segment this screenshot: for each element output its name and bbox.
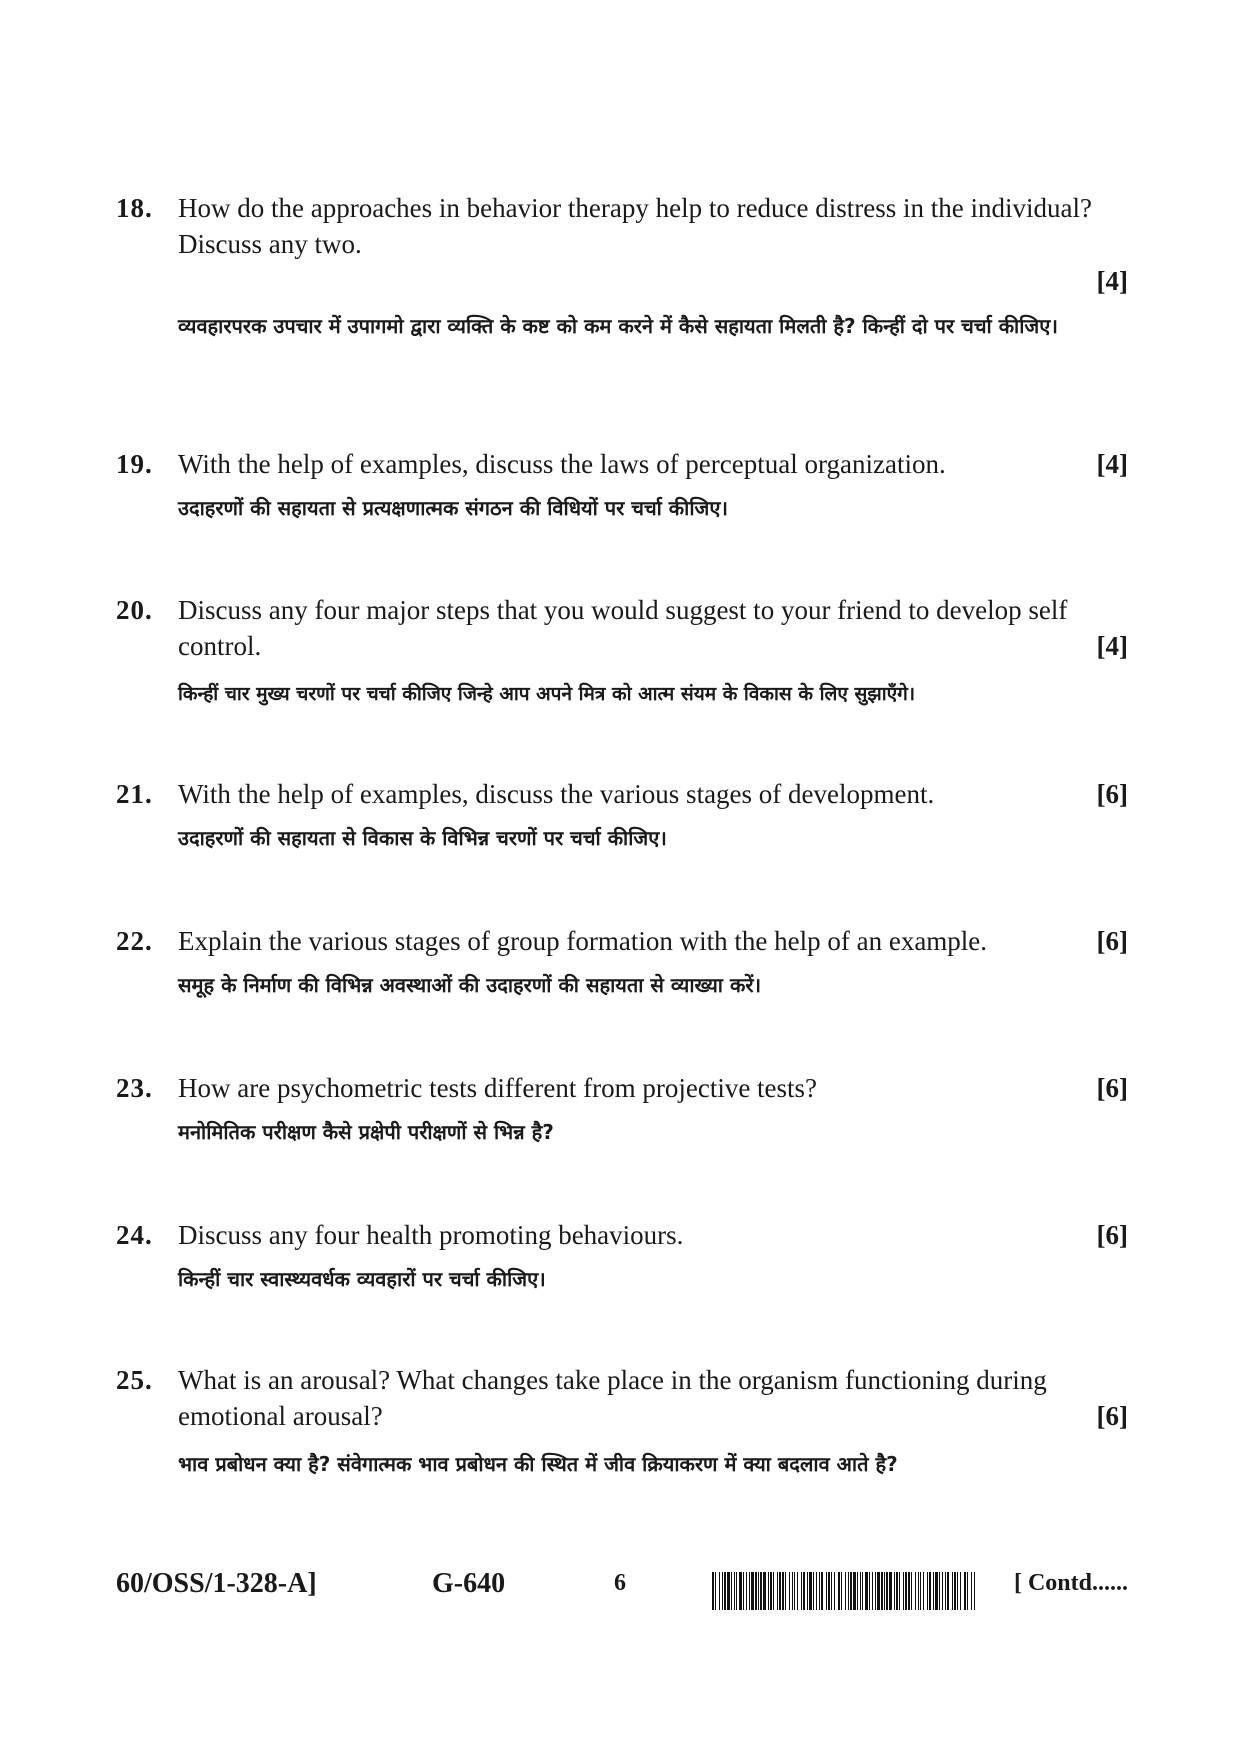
question-text-hindi: किन्हीं चार मुख्य चरणों पर चर्चा कीजिए जिन्हे आप अपने मित्र को आत्म संयम के विकास के लिए सुझाएँगे।	[178, 683, 916, 705]
barcode-bar	[821, 1572, 823, 1610]
barcode-bar	[770, 1572, 772, 1610]
barcode-bar	[731, 1572, 732, 1610]
barcode-bar	[971, 1572, 972, 1610]
barcode-bar	[935, 1572, 938, 1610]
barcode-bar	[826, 1572, 827, 1610]
barcode-bar	[789, 1572, 790, 1610]
barcode-bar	[884, 1572, 885, 1610]
paper-code: 60/OSS/1-328-A]	[116, 1568, 317, 1599]
barcode-bar	[923, 1572, 924, 1610]
barcode-bar	[862, 1572, 863, 1610]
question-text-english: Explain the various stages of group formation with the help of an example.	[178, 926, 988, 956]
barcode-bar	[758, 1572, 759, 1610]
barcode-bar	[881, 1572, 883, 1610]
barcode-bar	[841, 1572, 842, 1610]
barcode-bar	[777, 1572, 778, 1610]
barcode-bar	[853, 1572, 856, 1610]
question-number: 20.	[116, 595, 153, 625]
question-number: 22.	[116, 926, 153, 956]
barcode-bar	[727, 1572, 730, 1610]
barcode-bar	[831, 1572, 832, 1610]
barcode-bar	[801, 1572, 802, 1610]
question-text-hindi: भाव प्रबोधन क्या है? संवेगात्मक भाव प्रबोधन की स्थित में जीव क्रियाकरण में क्या बदलाव आते है?	[178, 1452, 898, 1476]
barcode-bar	[889, 1572, 892, 1610]
question-number: 19.	[116, 449, 153, 479]
barcode-bar	[918, 1572, 919, 1610]
barcode-bar	[724, 1572, 726, 1610]
page-footer	[116, 1568, 1128, 1618]
barcode-bar	[957, 1572, 958, 1610]
question-text-english: How are psychometric tests different from projective tests?	[178, 1073, 818, 1103]
question-text-english: Discuss any four health promoting behaviours.	[178, 1220, 684, 1250]
barcode-bar	[915, 1572, 916, 1610]
barcode-bar	[746, 1572, 747, 1610]
question-text-english: Discuss any four major steps that you would suggest to your friend to develop self control.	[178, 595, 1068, 661]
barcode-bar	[903, 1572, 904, 1610]
barcode-bar	[905, 1572, 907, 1610]
question-text-hindi: किन्हीं चार स्वास्थ्यवर्धक व्यवहारों पर चर्चा कीजिए।	[178, 1267, 546, 1291]
barcode-bar	[960, 1572, 961, 1610]
barcode-bar	[838, 1572, 840, 1610]
question-number: 18.	[116, 193, 153, 223]
barcode-bar	[872, 1572, 873, 1610]
barcode-bar	[939, 1572, 940, 1610]
continued-label: [ Contd......	[1013, 1570, 1128, 1596]
marks-badge: [6]	[1096, 1220, 1128, 1250]
barcode-bar	[869, 1572, 870, 1610]
barcode-bar	[755, 1572, 757, 1610]
barcode-bar	[954, 1572, 956, 1610]
question-text-english: What is an arousal? What changes take place in the organism functioning during emotional arousal?	[178, 1365, 1047, 1431]
barcode-bar	[797, 1572, 798, 1610]
marks-badge: [6]	[1096, 1073, 1128, 1103]
question-text-hindi: समूह के निर्माण की विभिन्न अवस्थाओं की उदाहरणों की सहायता से व्याख्या करें।	[178, 973, 762, 997]
barcode-bar	[886, 1572, 888, 1610]
barcode-bar	[779, 1572, 781, 1610]
marks-badge: [4]	[1096, 266, 1128, 296]
barcode-bar	[782, 1572, 784, 1610]
barcode-bar	[974, 1572, 975, 1610]
barcode-bar	[967, 1572, 968, 1610]
question-text-hindi: उदाहरणों की सहायता से प्रत्यक्षणात्मक संगठन की विधियों पर चर्चा कीजिए।	[178, 496, 729, 520]
barcode-bar	[749, 1572, 750, 1610]
barcode-bar	[908, 1572, 910, 1610]
barcode-bar	[964, 1572, 966, 1610]
barcode-bar	[722, 1572, 723, 1610]
barcode-bar	[803, 1572, 805, 1610]
barcode-bar	[763, 1572, 766, 1610]
barcode-bar	[807, 1572, 808, 1610]
barcode-bar	[877, 1572, 880, 1610]
barcode-bar	[816, 1572, 817, 1610]
barcode-bar	[813, 1572, 814, 1610]
barcode-bar	[850, 1572, 852, 1610]
question-text-hindi: मनोमितिक परीक्षण कैसे प्रक्षेपी परीक्षणों से भिन्न है?	[178, 1120, 554, 1144]
barcode-bar	[875, 1572, 876, 1610]
barcode-bar	[760, 1572, 762, 1610]
barcode-bar	[927, 1572, 928, 1610]
barcode-bar	[743, 1572, 744, 1610]
marks-badge: [6]	[1096, 1401, 1128, 1431]
barcode-bar	[773, 1572, 774, 1610]
barcode-bar	[719, 1572, 720, 1610]
question-number: 25.	[116, 1365, 153, 1395]
barcode-bar	[848, 1572, 849, 1610]
barcode-bar	[792, 1572, 793, 1610]
barcode-bar	[712, 1572, 714, 1610]
marks-badge: [6]	[1096, 926, 1128, 956]
barcode-bar	[768, 1572, 769, 1610]
barcode-bar	[794, 1572, 795, 1610]
marks-badge: [6]	[1096, 779, 1128, 809]
barcode-bar	[920, 1572, 921, 1610]
barcode-bar	[899, 1572, 900, 1610]
barcode-bar	[947, 1572, 949, 1610]
barcode-bar	[715, 1572, 716, 1610]
question-text-hindi: उदाहरणों की सहायता से विकास के विभिन्न चरणों पर चर्चा कीजिए।	[178, 826, 667, 850]
barcode-bar	[739, 1572, 742, 1610]
barcode-bar	[860, 1572, 861, 1610]
barcode-bar	[857, 1572, 858, 1610]
question-text-english: How do the approaches in behavior therapy help to reduce distress in the individual? Discuss any two.	[178, 193, 1092, 259]
barcode-bar	[845, 1572, 846, 1610]
marks-badge: [4]	[1096, 449, 1128, 479]
question-text-english: With the help of examples, discuss the various stages of development.	[178, 779, 935, 809]
page-number: 6	[614, 1570, 626, 1596]
question-text-english: With the help of examples, discuss the laws of perceptual organization.	[178, 449, 946, 479]
barcode-bar	[734, 1572, 735, 1610]
barcode-bar	[751, 1572, 754, 1610]
barcode-bar	[894, 1572, 895, 1610]
barcode-bar	[945, 1572, 946, 1610]
barcode-bar	[785, 1572, 786, 1610]
question-number: 21.	[116, 779, 153, 809]
barcode-bar	[828, 1572, 830, 1610]
barcode-bar	[933, 1572, 934, 1610]
barcode-image	[712, 1572, 976, 1610]
barcode-bar	[819, 1572, 820, 1610]
barcode-bar	[942, 1572, 943, 1610]
barcode-bar	[834, 1572, 835, 1610]
barcode-bar	[929, 1572, 931, 1610]
barcode-bar	[865, 1572, 868, 1610]
series-code: G-640	[432, 1568, 506, 1599]
barcode-bar	[809, 1572, 812, 1610]
marks-badge: [4]	[1096, 631, 1128, 661]
barcode-bar	[952, 1572, 953, 1610]
question-number: 24.	[116, 1220, 153, 1250]
barcode-bar	[896, 1572, 898, 1610]
question-text-hindi: व्यवहारपरक उपचार में उपागमो द्वारा व्यक्ति के कष्ट को कम करने में कैसे सहायता मिलती है? किन्हीं दो पर चर्चा कीजिए।	[178, 314, 1058, 338]
barcode-bar	[736, 1572, 737, 1610]
question-number: 23.	[116, 1073, 153, 1103]
barcode-bar	[911, 1572, 912, 1610]
